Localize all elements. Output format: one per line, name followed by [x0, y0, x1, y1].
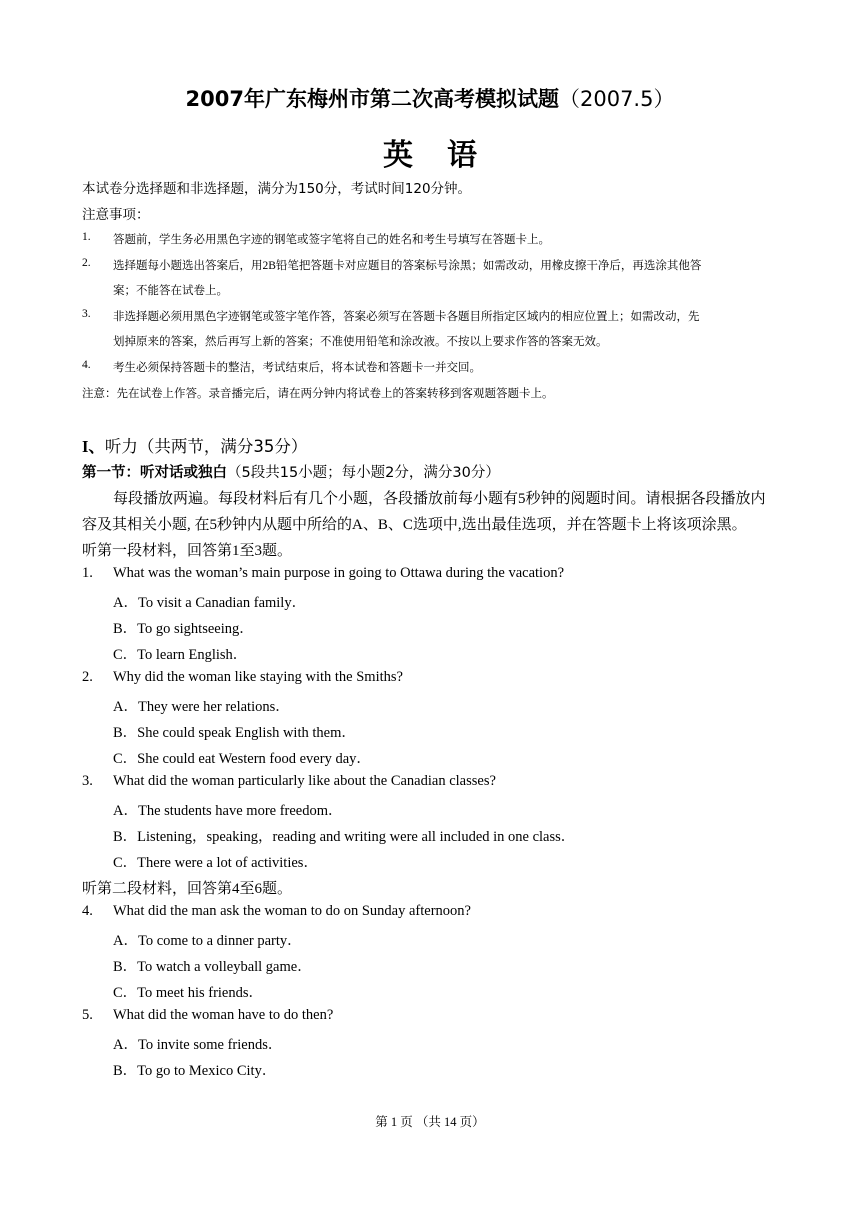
note-line: 案；不能答在试卷上。: [113, 285, 228, 297]
question-number: 3.: [82, 773, 93, 789]
exam-date: （2007.5）: [558, 87, 675, 111]
notes-heading: 注意事项：: [82, 207, 150, 223]
answer-option: C．To learn English．: [113, 647, 248, 663]
answer-option: A．To visit a Canadian family．: [113, 595, 307, 611]
answer-option: A．To invite some friends．: [113, 1037, 283, 1053]
subject-heading: 英语: [383, 138, 511, 173]
question-number: 4.: [82, 903, 93, 919]
note-line: 答题前，学生务必用黑色字迹的钢笔或签字笔将自己的姓名和考生号填写在答题卡上。: [113, 234, 550, 246]
question-text: What did the man ask the woman to do on Sunday afternoon?: [113, 903, 471, 919]
answer-option: B．To go to Mexico City．: [113, 1063, 277, 1079]
page-footer: 第 1 页 （共 14 页）: [375, 1115, 485, 1129]
question-number: 5.: [82, 1007, 93, 1023]
question-number: 2.: [82, 669, 93, 685]
question: [82, 1007, 333, 1024]
answer-option: B．To go sightseeing．: [113, 621, 254, 637]
intro-text: 本试卷分选择题和非选择题，满分为150分，考试时间120分钟。: [82, 181, 472, 197]
answer-option: C．There were a lot of activities．: [113, 855, 318, 871]
question-text: What was the woman’s main purpose in going to Ottawa during the vacation?: [113, 565, 565, 581]
question: [82, 903, 471, 920]
note-line: 选择题每小题选出答案后，用2B铅笔把答题卡对应题目的答案标号涂黑；如需改动，用橡皮擦干净后，再选涂其他答: [113, 260, 702, 272]
answer-option: B．She could speak English with them．: [113, 725, 356, 741]
directions-line: 每段播放两遍。每段材料后有几个小题，各段播放前每小题有5秒钟的阅题时间。请根据各段播放内: [113, 491, 766, 507]
note-line: 考生必须保持答题卡的整洁，考试结束后，将本试卷和答题卡一并交回。: [113, 362, 481, 374]
exam-title: [0, 83, 860, 113]
section-heading: [82, 433, 307, 457]
note-line: 划掉原来的答案，然后再写上新的答案；不准使用铅笔和涂改液。不按以上要求作答的答案无效。: [113, 336, 608, 348]
section-roman: I、: [82, 437, 105, 456]
part-title: 第一节：听对话或独白: [82, 465, 227, 481]
question: [82, 773, 496, 790]
exam-title-text: 2007年广东梅州市第二次高考模拟试题: [185, 87, 559, 111]
question-text: Why did the woman like staying with the Smiths?: [113, 669, 403, 685]
answer-option: A．They were her relations．: [113, 699, 290, 715]
answer-option: C．To meet his friends．: [113, 985, 264, 1001]
answer-option: C．She could eat Western food every day．: [113, 751, 371, 767]
answer-option: A．The students have more freedom．: [113, 803, 343, 819]
passage-note: 听第一段材料，回答第1至3题。: [82, 543, 293, 559]
question-text: What did the woman have to do then?: [113, 1007, 334, 1023]
note-number: 2.: [82, 257, 91, 269]
answer-option: A．To come to a dinner party．: [113, 933, 302, 949]
answer-option: B．Listening，speaking，reading and writing were all included in one class．: [113, 829, 576, 845]
note-line: 非选择题必须用黑色字迹钢笔或签字笔作答，答案必须写在答题卡各题目所指定区域内的相应位置上；如需改动，先: [113, 311, 700, 323]
note-number: 3.: [82, 308, 91, 320]
notice-text: 注意：先在试卷上作答。录音播完后，请在两分钟内将试卷上的答案转移到客观题答题卡上。: [82, 388, 554, 400]
answer-option: B．To watch a volleyball game．: [113, 959, 312, 975]
directions-line: 容及其相关小题, 在5秒钟内从题中所给的A、B、C选项中,选出最佳选项，并在答题卡上将该项涂黑。: [82, 517, 747, 533]
part-heading: [82, 461, 500, 482]
note-number: 4.: [82, 359, 91, 371]
section-heading-text: 听力（共两节，满分35分）: [104, 437, 308, 456]
question: [82, 565, 564, 582]
part-detail: （5段共15小题；每小题2分，满分30分）: [227, 465, 500, 481]
question-text: What did the woman particularly like about the Canadian classes?: [113, 773, 496, 789]
question-number: 1.: [82, 565, 93, 581]
passage-note: 听第二段材料，回答第4至6题。: [82, 881, 293, 897]
question: [82, 669, 403, 686]
note-number: 1.: [82, 231, 91, 243]
